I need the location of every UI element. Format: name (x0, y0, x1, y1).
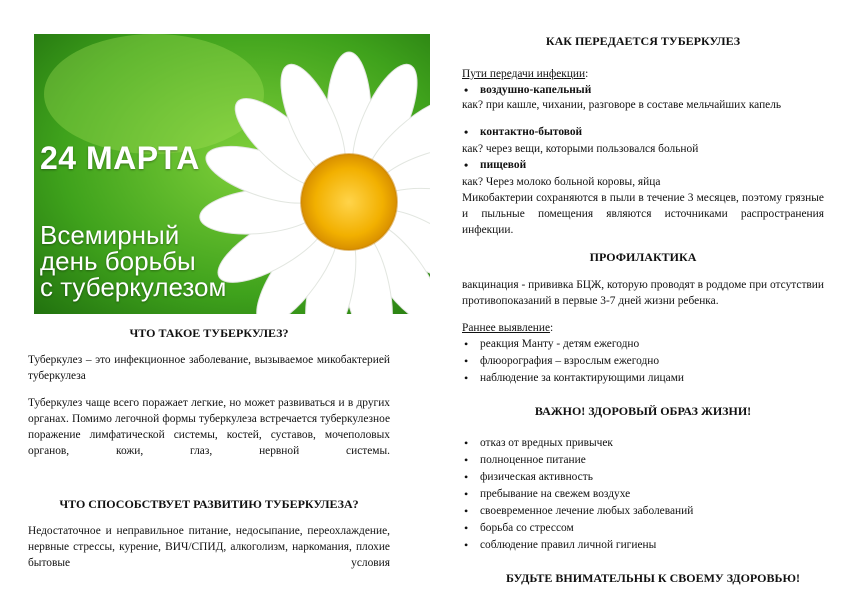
section-heading-causes: ЧТО СПОСОБСТВУЕТ РАЗВИТИЮ ТУБЕРКУЛЕЗА? (59, 497, 359, 511)
section-heading-healthy: ВАЖНО! ЗДОРОВЫЙ ОБРАЗ ЖИЗНИ! (534, 404, 752, 418)
list-item: • своевременное лечение любых заболеваний (462, 503, 824, 520)
section-heading-prevention: ПРОФИЛАКТИКА (589, 250, 697, 264)
healthy-list (462, 435, 824, 554)
banner-title (40, 222, 280, 300)
early-detection-list (462, 336, 824, 387)
route-airborne-desc: как? при кашле, чихании, разговоре в составе мельчайших капель (462, 99, 782, 111)
transmission-heading-text: КАК ПЕРЕДАЕТСЯ ТУБЕРКУЛЕЗ (545, 34, 741, 48)
early-label-colon: : (550, 322, 554, 334)
causes-paragraph: Недостаточное и неправильное питание, недосыпание, переохлаждение, нервные стрессы, курение, ВИЧ/СПИД, алкоголизм, наркомания, плохие бытовые условия (28, 525, 390, 569)
footer-slogan: БУДЬТЕ ВНИМАТЕЛЬНЫ К СВОЕМУ ЗДОРОВЬЮ! (506, 571, 800, 585)
list-item: • отказ от вредных привычек (462, 435, 824, 452)
route-contact: • контактно-бытовой (462, 124, 824, 141)
prevention-paragraph: вакцинация - прививка БЦЖ, которую проводят в роддоме при отсутствии противопоказаний в первые 3-7 дней жизни ребенка. (462, 279, 824, 307)
route-airborne: • воздушно-капельный (462, 82, 824, 99)
what-is-paragraph-1: Туберкулез – это инфекционное заболевание, вызываемое микобактерией туберкулеза (28, 354, 390, 382)
banner-title-line: Всемирный (40, 220, 180, 250)
banner-title-line: с туберкулезом (40, 272, 227, 302)
early-detection-label (462, 320, 824, 336)
list-item: • соблюдение правил личной гигиены (462, 537, 824, 554)
list-item: • полноценное питание (462, 452, 824, 469)
section-heading-what-is: ЧТО ТАКОЕ ТУБЕРКУЛЕЗ? (129, 326, 289, 340)
banner-image (34, 34, 430, 314)
dust-note-paragraph: Микобактерии сохраняются в пыли в течение 3 месяцев, поэтому грязные и пыльные помещения являются источниками распространения инфекции. (462, 192, 824, 236)
section-heading-transmission (462, 34, 824, 49)
list-item: • физическая активность (462, 469, 824, 486)
what-is-paragraph-2: Туберкулез чаще всего поражает легкие, но может развиваться и в других органах. Помимо легочной формы туберкулеза встречается туберкулезное поражение лимфатической системы, костей, суставов, мочеполовых органов, кожи, глаз, нервной системы. (28, 397, 390, 457)
list-item: • пребывание на свежем воздухе (462, 486, 824, 503)
route-list-2 (462, 124, 824, 141)
route-contact-desc: как? через вещи, которыми пользовался больной (462, 143, 699, 155)
banner-date: 24 МАРТА (40, 140, 200, 176)
route-food: • пищевой (462, 157, 824, 174)
list-item: • борьба со стрессом (462, 520, 824, 537)
early-label-text: Раннее выявление (462, 322, 551, 334)
banner-title-line: день борьбы (40, 246, 196, 276)
route-list-3 (462, 157, 824, 174)
route-food-desc: как? Через молоко больной коровы, яйца (462, 176, 661, 188)
paths-label-colon: : (585, 68, 589, 80)
list-item: • наблюдение за контактирующими лицами (462, 370, 824, 387)
list-item: • реакция Манту - детям ежегодно (462, 336, 824, 353)
list-item: • флюорография – взрослым ежегодно (462, 353, 824, 370)
transmission-paths-label (462, 66, 824, 82)
paths-label-text: Пути передачи инфекции (462, 68, 586, 80)
